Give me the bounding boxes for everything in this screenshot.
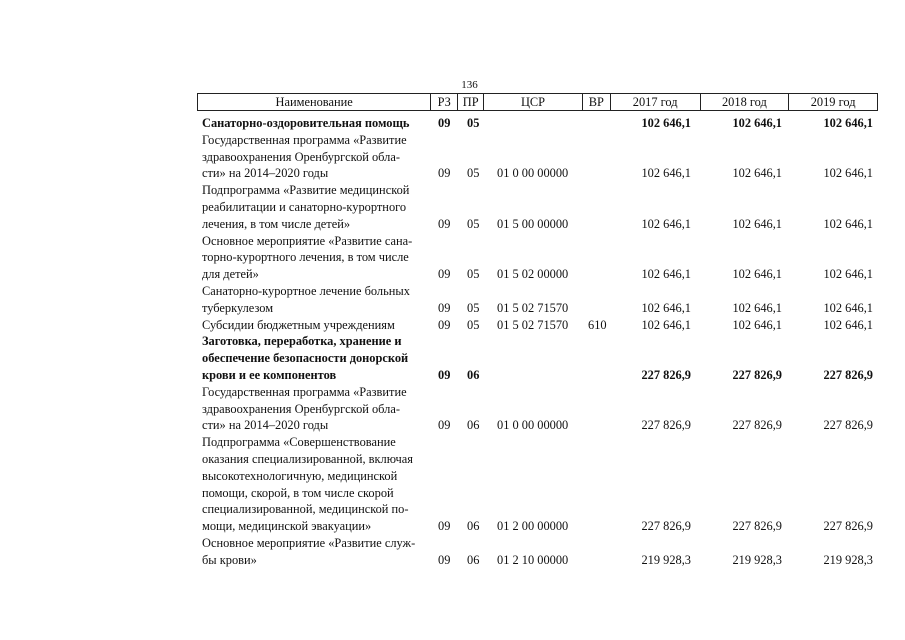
row-rz: 09 (438, 317, 451, 332)
row-2018: 227 826,9 (732, 519, 782, 534)
row-2018: 227 826,9 (732, 367, 782, 382)
row-pr: 06 (467, 367, 480, 382)
row-pr: 05 (467, 267, 480, 282)
row-2017: 102 646,1 (641, 267, 691, 282)
row-2018: 219 928,3 (732, 552, 782, 567)
header-pr: ПР (457, 94, 483, 110)
row-name: Основное мероприятие «Развитие сана-торно-курортного лечения, в том числе для детей» (202, 233, 413, 282)
row-csr: 01 5 02 71570 (497, 300, 569, 315)
header-csr: ЦСР (483, 94, 582, 110)
row-name: Санаторно-оздоровительная помощь (202, 116, 410, 130)
row-2019: 102 646,1 (823, 166, 873, 181)
row-2018: 102 646,1 (732, 300, 782, 315)
table-row (202, 233, 878, 283)
row-2019: 102 646,1 (823, 116, 873, 130)
row-2019: 219 928,3 (823, 552, 873, 567)
page-number: 136 (461, 79, 478, 91)
row-csr: 01 0 00 00000 (497, 418, 569, 433)
row-csr: 01 5 00 00000 (497, 216, 569, 231)
row-name: Основное мероприятие «Развитие служ-бы крови» (202, 535, 416, 567)
row-name: Субсидии бюджетным учреждениям (202, 317, 395, 332)
row-pr: 05 (467, 300, 480, 315)
row-2018: 102 646,1 (732, 116, 782, 130)
row-name: Заготовка, переработка, хранение и обеспечение безопасности донорской крови и ее компонентов (202, 334, 409, 382)
table-row (202, 132, 878, 182)
row-pr: 05 (467, 216, 480, 231)
row-csr: 01 0 00 00000 (497, 166, 569, 181)
row-pr: 05 (467, 116, 480, 130)
header-2017: 2017 год (610, 94, 700, 110)
row-pr: 05 (467, 317, 480, 332)
row-csr: 01 2 10 00000 (497, 552, 569, 567)
row-2018: 102 646,1 (732, 267, 782, 282)
table-row (202, 115, 878, 132)
row-rz: 09 (438, 418, 451, 433)
row-name: Подпрограмма «Развитие медицинской реабилитации и санаторно-курортного лечения, в том числе детей» (202, 183, 410, 231)
row-name: Подпрограмма «Совершенствование оказания специализированной, включая высокотехнологичную, медицинской помощи, скорой, в том числе скорой специализированной, медицинской по-мощи, медицинской эвакуации» (202, 435, 413, 534)
row-pr: 06 (467, 552, 480, 567)
row-2018: 102 646,1 (732, 216, 782, 231)
row-2019: 227 826,9 (823, 367, 873, 382)
row-rz: 09 (438, 519, 451, 534)
table-row (202, 434, 878, 535)
row-2017: 219 928,3 (641, 552, 691, 567)
row-rz: 09 (438, 367, 451, 382)
row-2017: 102 646,1 (641, 300, 691, 315)
row-pr: 06 (467, 418, 480, 433)
row-pr: 06 (467, 519, 480, 534)
table-row (202, 182, 878, 232)
table-header (197, 93, 878, 111)
row-2017: 227 826,9 (641, 418, 691, 433)
row-pr: 05 (467, 166, 480, 181)
row-csr: 01 5 02 00000 (497, 267, 569, 282)
row-name: Государственная программа «Развитие здравоохранения Оренбургской обла-сти» на 2014–2020 годы (202, 132, 407, 181)
row-2019: 227 826,9 (823, 418, 873, 433)
row-rz: 09 (438, 216, 451, 231)
row-2018: 102 646,1 (732, 166, 782, 181)
row-name: Санаторно-курортное лечение больных туберкулезом (202, 283, 410, 315)
header-rz: РЗ (430, 94, 457, 110)
row-rz: 09 (438, 552, 451, 567)
row-2019: 102 646,1 (823, 300, 873, 315)
row-2017: 227 826,9 (641, 367, 691, 382)
row-2019: 227 826,9 (823, 519, 873, 534)
row-rz: 09 (438, 267, 451, 282)
table-body (202, 115, 878, 569)
table-row (202, 384, 878, 434)
row-2019: 102 646,1 (823, 216, 873, 231)
row-2017: 102 646,1 (641, 166, 691, 181)
row-2017: 102 646,1 (641, 317, 691, 332)
row-2017: 227 826,9 (641, 519, 691, 534)
table-row (202, 317, 878, 334)
header-vr: ВР (582, 94, 610, 110)
row-rz: 09 (438, 300, 451, 315)
row-2019: 102 646,1 (823, 317, 873, 332)
row-csr: 01 5 02 71570 (497, 317, 569, 332)
table-row (202, 283, 878, 317)
row-rz: 09 (438, 166, 451, 181)
row-2017: 102 646,1 (641, 216, 691, 231)
row-rz: 09 (438, 116, 451, 130)
header-name: Наименование (275, 95, 353, 109)
table-row (202, 535, 878, 569)
row-2017: 102 646,1 (641, 116, 691, 130)
row-2019: 102 646,1 (823, 267, 873, 282)
header-2018: 2018 год (700, 94, 789, 110)
header-2019: 2019 год (788, 94, 877, 110)
row-2018: 102 646,1 (732, 317, 782, 332)
row-vr: 610 (588, 317, 607, 332)
row-name: Государственная программа «Развитие здравоохранения Оренбургской обла-сти» на 2014–2020 годы (202, 384, 407, 433)
row-csr: 01 2 00 00000 (497, 519, 569, 534)
row-2018: 227 826,9 (732, 418, 782, 433)
table-row (202, 333, 878, 383)
